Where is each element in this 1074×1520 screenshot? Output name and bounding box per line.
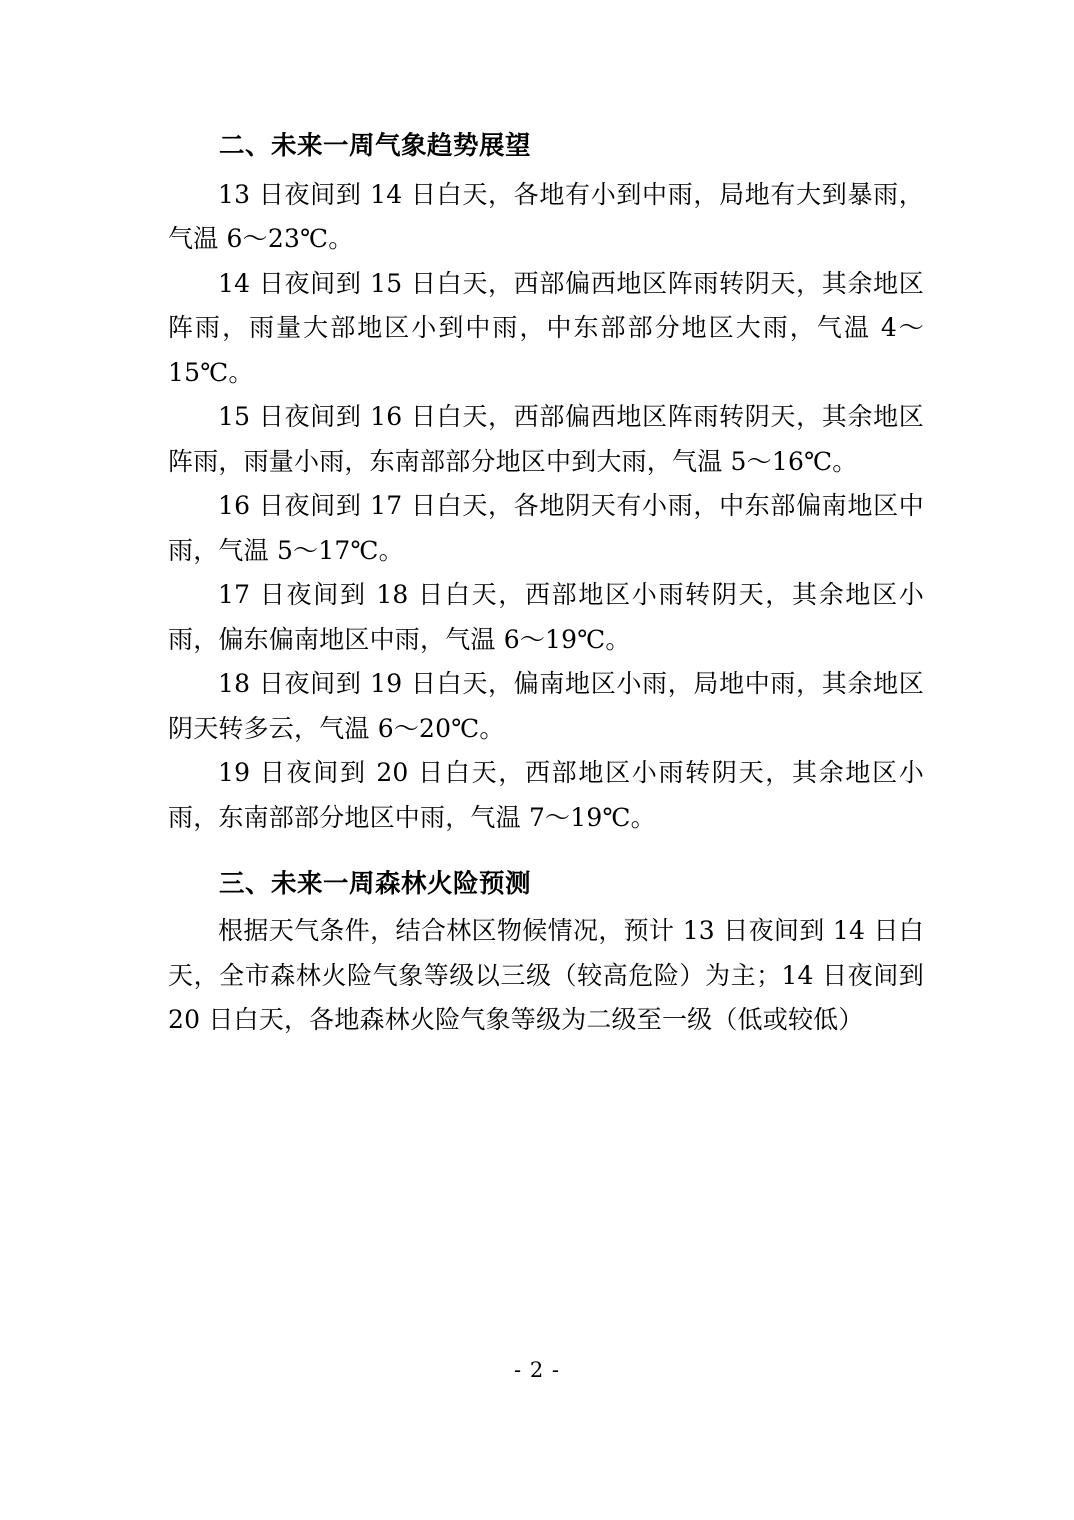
paragraph: 15 日夜间到 16 日白天，西部偏西地区阵雨转阴天，其余地区阵雨，雨量小雨，东南部部分地区中到大雨，气温 5～16℃。 xyxy=(168,402,924,476)
section-heading-2: 二、未来一周气象趋势展望 xyxy=(219,131,532,161)
section-2-body xyxy=(168,173,924,841)
paragraph: 19 日夜间到 20 日白天，西部地区小雨转阴天，其余地区小雨，东南部部分地区中雨，气温 7～19℃。 xyxy=(168,758,924,832)
section-3-body xyxy=(168,909,924,1043)
page-number: - 2 - xyxy=(514,1358,560,1382)
paragraph: 18 日夜间到 19 日白天，偏南地区小雨，局地中雨，其余地区阴天转多云，气温 6～20℃。 xyxy=(168,669,924,743)
paragraph: 16 日夜间到 17 日白天，各地阴天有小雨，中东部偏南地区中雨，气温 5～17℃。 xyxy=(168,491,924,565)
paragraph: 13 日夜间到 14 日白天，各地有小到中雨，局地有大到暴雨，气温 6～23℃。 xyxy=(168,179,924,254)
paragraph: 17 日夜间到 18 日白天，西部地区小雨转阴天，其余地区小雨，偏东偏南地区中雨，气温 6～19℃。 xyxy=(168,580,924,654)
paragraph: 14 日夜间到 15 日白天，西部偏西地区阵雨转阴天，其余地区阵雨，雨量大部地区小到中雨，中东部部分地区大雨，气温 4～15℃。 xyxy=(168,268,924,387)
section-heading-3: 三、未来一周森林火险预测 xyxy=(219,869,532,900)
paragraph: 根据天气条件，结合林区物候情况，预计 13 日夜间到 14 日白天，全市森林火险气象等级以三级（较高危险）为主；14 日夜间到 20 日白天，各地森林火险气象等级为二级至一级（低或较低） xyxy=(168,916,924,1035)
